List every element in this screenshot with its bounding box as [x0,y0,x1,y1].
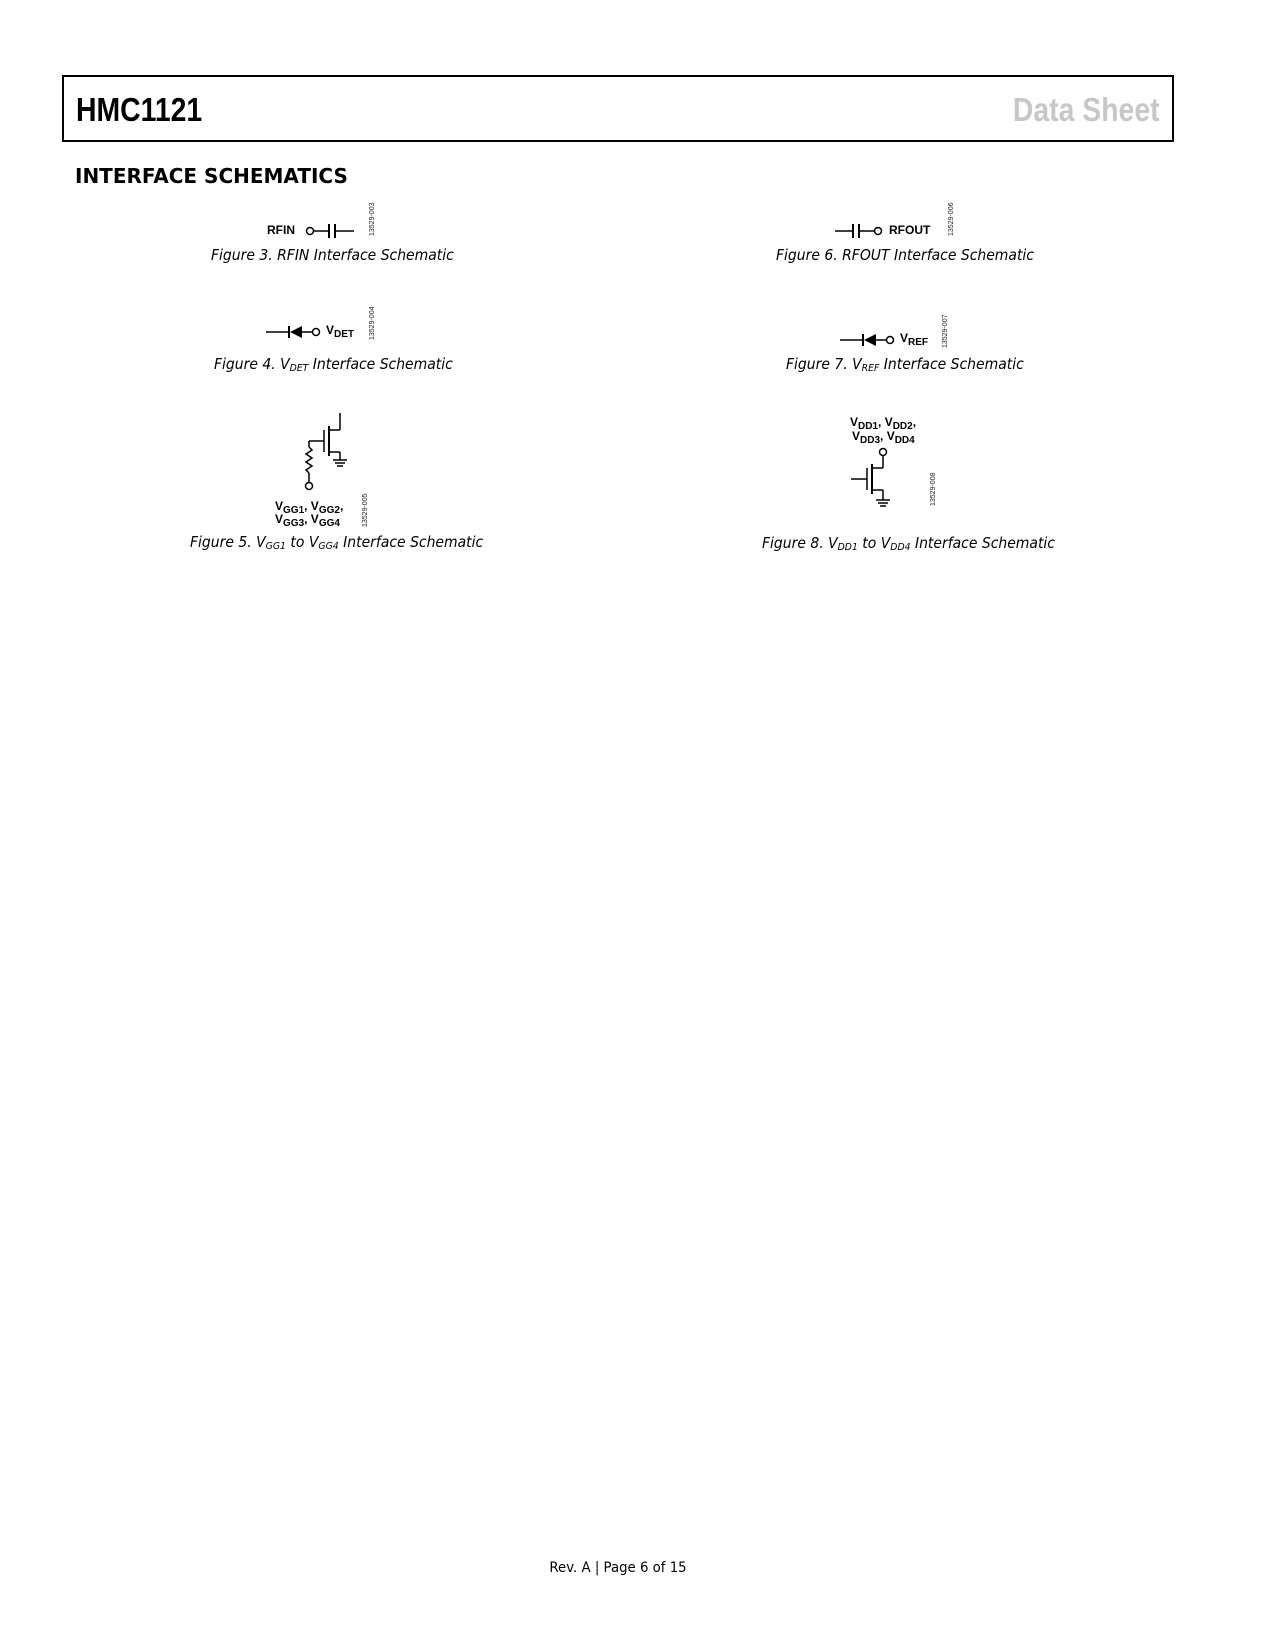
figure-id: 13529-004 [369,306,376,340]
figure-3-caption: Figure 3. RFIN Interface Schematic [211,246,454,264]
figure-id: 13529-007 [942,314,949,348]
figure-id: 13529-005 [362,493,369,527]
rfout-pin-label: RFOUT [889,223,931,237]
doc-type: Data Sheet [1013,91,1160,128]
vdd-pin-label-line1: $V_{DD1}$, $V_{DD2}$, [850,415,917,432]
figure-id: 13529-008 [930,472,937,506]
figure-id: 13529-003 [369,202,376,236]
figure-7-caption: Figure 7. $V_{REF}$ Interface Schematic [786,355,1024,374]
figure-8-caption: Figure 8. $V_{DD1}$ to $V_{DD4}$ Interface Schematic [762,534,1055,553]
rfin-pin-label: RFIN [267,223,295,237]
section-heading: INTERFACE SCHEMATICS [75,164,348,188]
figure-id: 13529-006 [948,202,955,236]
vdet-pin-label: $V_{DET}$ [326,323,355,340]
part-number: HMC1121 [76,91,203,128]
vdd-pin-label-line2: $V_{DD3}$, $V_{DD4}$ [852,429,915,446]
vgg-pin-label-line1: $V_{GG1}$, $V_{GG2}$, [275,499,344,516]
page-footer: Rev. A | Page 6 of 15 [549,1560,687,1576]
vgg-pin-label-line2: $V_{GG3}$, $V_{GG4}$ [275,512,340,529]
figure-6-caption: Figure 6. RFOUT Interface Schematic [776,246,1034,264]
header-box [62,75,1174,142]
figure-4-caption: Figure 4. $V_{DET}$ Interface Schematic [214,355,453,374]
figure-5-caption: Figure 5. $V_{GG1}$ to $V_{GG4}$ Interface Schematic [190,533,484,552]
vref-pin-label: $V_{REF}$ [900,331,929,348]
